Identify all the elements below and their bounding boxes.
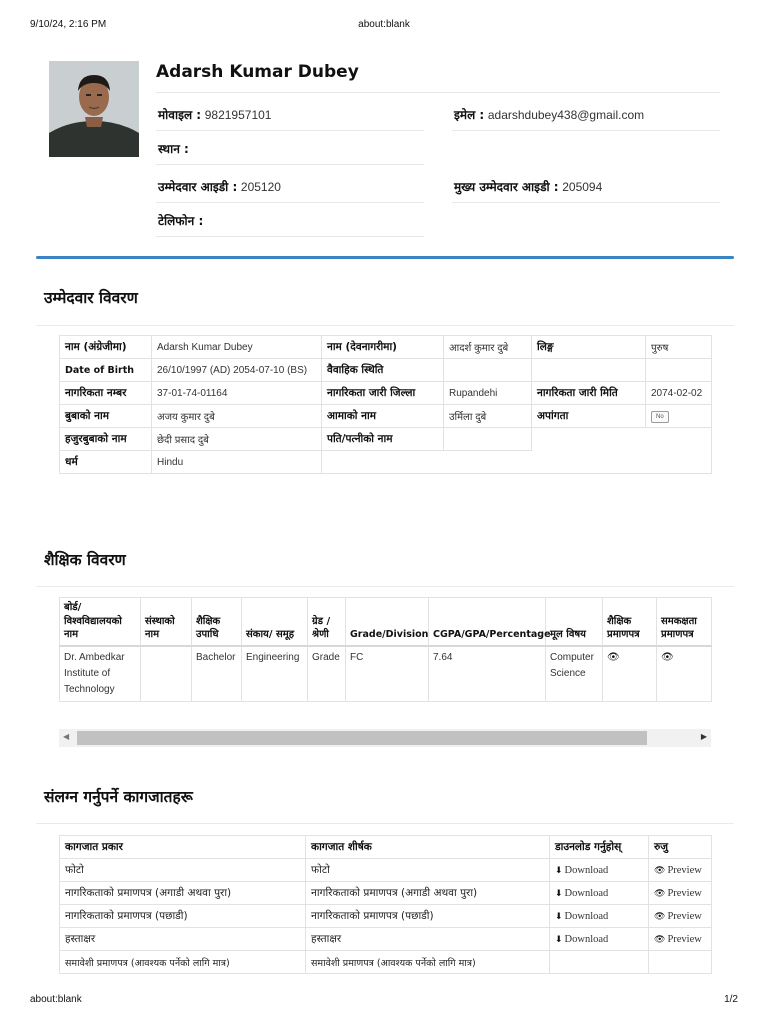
edu-board: Dr. Ambedkar Institute of Technology — [60, 646, 141, 702]
col-equivalence-certificate: समकक्षता प्रमाणपत्र — [657, 598, 712, 646]
download-link[interactable]: ⬇ Download — [555, 934, 609, 945]
print-header — [30, 19, 738, 33]
col-doc-title: कागजात शीर्षक — [306, 836, 550, 859]
col-division: Grade/Division — [346, 598, 429, 646]
eye-icon: 👁 — [654, 888, 666, 898]
name-en-label: नाम (अंग्रेजीमा) — [60, 336, 152, 359]
download-icon: ⬇ — [555, 865, 563, 875]
doc-title: समावेशी प्रमाणपत्र (आवश्यक पर्नेको लागि मात्र) — [306, 951, 550, 974]
doc-title: हस्ताक्षर — [306, 928, 550, 951]
mobile-field — [158, 106, 271, 123]
horizontal-scrollbar[interactable] — [59, 729, 711, 747]
gender-value: पुरुष — [646, 336, 712, 359]
col-verify: रुजु — [649, 836, 712, 859]
mobile-label: मोवाइल : — [158, 108, 202, 122]
doc-type: नागरिकताको प्रमाणपत्र (अगाडी अथवा पुरा) — [60, 882, 306, 905]
col-board: बोर्ड/ विश्वविद्यालयको नाम — [60, 598, 141, 646]
preview-link[interactable]: 👁 Preview — [654, 865, 702, 876]
gender-label: लिङ्ग — [532, 336, 646, 359]
eye-icon[interactable]: 👁 — [607, 651, 620, 663]
table-row — [60, 451, 712, 474]
candidate-id-label: उम्मेदवार आइडी : — [158, 180, 238, 194]
edu-institution — [141, 646, 192, 702]
religion-value: Hindu — [152, 451, 322, 474]
col-degree: शैक्षिक उपाधि — [192, 598, 242, 646]
col-doc-type: कागजात प्रकार — [60, 836, 306, 859]
location-field — [158, 140, 189, 157]
edu-division: FC — [346, 646, 429, 702]
telephone-label: टेलिफोन : — [158, 214, 204, 228]
marital-label: वैवाहिक स्थिति — [322, 359, 444, 382]
table-row — [60, 905, 712, 928]
citizenship-no-value: 37-01-74-01164 — [152, 382, 322, 405]
email-value: adarshdubey438@gmail.com — [487, 108, 645, 122]
candidate-id-field — [158, 178, 281, 195]
eye-icon: 👁 — [654, 911, 666, 921]
table-row — [60, 859, 712, 882]
candidate-photo — [49, 61, 139, 157]
section-divider — [36, 256, 734, 259]
table-row — [60, 382, 712, 405]
email-label: इमेल : — [454, 108, 485, 122]
father-value: अजय कुमार दुबे — [152, 405, 322, 428]
eye-icon[interactable]: 👁 — [661, 651, 674, 663]
preview-link[interactable]: 👁 Preview — [654, 934, 702, 945]
col-academic-certificate: शैक्षिक प्रमाणपत्र — [603, 598, 657, 646]
preview-link[interactable]: 👁 Preview — [654, 911, 702, 922]
edu-subject: Computer Science — [546, 646, 603, 702]
doc-type: फोटो — [60, 859, 306, 882]
citizenship-district-label: नागरिकता जारी जिल्ला — [322, 382, 444, 405]
spouse-label: पति/पत्नीको नाम — [322, 428, 444, 451]
download-link[interactable]: ⬇ Download — [555, 865, 609, 876]
education-title: शैक्षिक विवरण — [44, 551, 126, 569]
table-row — [60, 882, 712, 905]
marital-value — [444, 359, 532, 382]
download-link[interactable]: ⬇ Download — [555, 911, 609, 922]
print-footer — [30, 994, 738, 1008]
dob-label: Date of Birth — [60, 359, 152, 382]
edu-faculty: Engineering — [242, 646, 308, 702]
scrollbar-thumb[interactable] — [77, 731, 647, 745]
doc-title: नागरिकताको प्रमाणपत्र (अगाडी अथवा पुरा) — [306, 882, 550, 905]
print-page-title: about:blank — [358, 19, 410, 30]
preview-link[interactable]: 👁 Preview — [654, 888, 702, 899]
col-download: डाउनलोड गर्नुहोस् — [550, 836, 649, 859]
print-page-number: 1/2 — [724, 994, 738, 1005]
download-link[interactable]: ⬇ Download — [555, 888, 609, 899]
candidate-name: Adarsh Kumar Dubey — [156, 62, 359, 82]
candidate-details-title: उम्मेदवार विवरण — [44, 289, 138, 307]
print-datetime: 9/10/24, 2:16 PM — [30, 19, 107, 30]
edu-score: 7.64 — [429, 646, 546, 702]
documents-title: संलग्न गर्नुपर्ने कागजातहरू — [44, 788, 193, 806]
table-row — [60, 405, 712, 428]
table-row — [60, 428, 712, 451]
table-header-row — [60, 598, 712, 646]
col-institution: संस्थाको नाम — [141, 598, 192, 646]
col-score: CGPA/GPA/Percentage — [429, 598, 546, 646]
candidate-id-value: 205120 — [240, 180, 281, 194]
edu-degree: Bachelor — [192, 646, 242, 702]
spouse-value — [444, 428, 532, 451]
doc-type: नागरिकताको प्रमाणपत्र (पछाडी) — [60, 905, 306, 928]
table-row — [60, 951, 712, 974]
mother-label: आमाको नाम — [322, 405, 444, 428]
doc-title: फोटो — [306, 859, 550, 882]
mobile-value: 9821957101 — [204, 108, 272, 122]
name-en-value: Adarsh Kumar Dubey — [152, 336, 322, 359]
citizenship-date-label: नागरिकता जारी मिति — [532, 382, 646, 405]
dob-value: 26/10/1997 (AD) 2054-07-10 (BS) — [152, 359, 322, 382]
table-row — [60, 336, 712, 359]
print-footer-url: about:blank — [30, 994, 82, 1005]
main-candidate-id-field — [454, 178, 602, 195]
religion-label: धर्म — [60, 451, 152, 474]
table-row — [60, 359, 712, 382]
col-faculty: संकाय/ समूह — [242, 598, 308, 646]
name-dev-label: नाम (देवनागरीमा) — [322, 336, 444, 359]
table-row — [60, 928, 712, 951]
mother-value: उर्मिला दुबे — [444, 405, 532, 428]
table-row — [60, 646, 712, 702]
download-icon: ⬇ — [555, 911, 563, 921]
citizenship-date-value: 2074-02-02 — [646, 382, 712, 405]
edu-grade-type: Grade — [308, 646, 346, 702]
documents-table — [59, 835, 712, 974]
scroll-right-icon[interactable]: ▶ — [700, 732, 707, 741]
eye-icon: 👁 — [654, 865, 666, 875]
disability-label: अपांगता — [532, 405, 646, 428]
education-table — [59, 597, 712, 702]
doc-type: हस्ताक्षर — [60, 928, 306, 951]
telephone-field — [158, 212, 203, 229]
candidate-details-table — [59, 335, 712, 474]
citizenship-district-value: Rupandehi — [444, 382, 532, 405]
grandfather-label: हजुरबुबाको नाम — [60, 428, 152, 451]
email-field — [454, 106, 644, 123]
col-grade-type: ग्रेड / श्रेणी — [308, 598, 346, 646]
main-candidate-id-label: मुख्य उम्मेदवार आइडी : — [454, 180, 559, 194]
doc-type: समावेशी प्रमाणपत्र (आवश्यक पर्नेको लागि मात्र) — [60, 951, 306, 974]
name-dev-value: आदर्श कुमार दुबे — [444, 336, 532, 359]
doc-title: नागरिकताको प्रमाणपत्र (पछाडी) — [306, 905, 550, 928]
table-header-row — [60, 836, 712, 859]
scroll-left-icon[interactable]: ◀ — [63, 732, 70, 741]
location-label: स्थान : — [158, 142, 189, 156]
father-label: बुबाको नाम — [60, 405, 152, 428]
download-icon: ⬇ — [555, 888, 563, 898]
download-icon: ⬇ — [555, 934, 563, 944]
col-subject: मूल विषय — [546, 598, 603, 646]
profile-card — [48, 60, 728, 240]
disability-badge: No — [651, 411, 669, 423]
eye-icon: 👁 — [654, 934, 666, 944]
grandfather-value: छेदी प्रसाद दुबे — [152, 428, 322, 451]
main-candidate-id-value: 205094 — [562, 180, 603, 194]
citizenship-no-label: नागरिकता नम्बर — [60, 382, 152, 405]
